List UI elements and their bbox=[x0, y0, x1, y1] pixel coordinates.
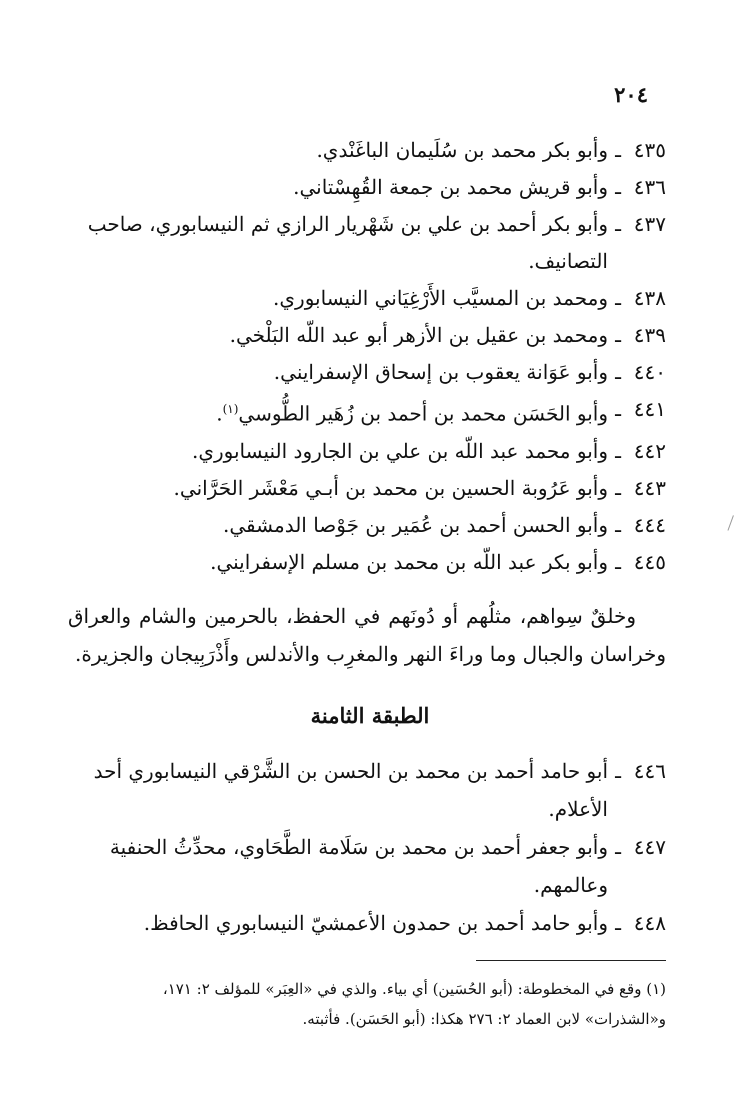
entry-text bbox=[68, 206, 608, 280]
entry-number: ٤٣٨ bbox=[633, 286, 666, 310]
entry-text: وأبو الحسن أحمد بن عُمَير بن جَوْصا الدمشقي. bbox=[223, 512, 608, 537]
entry-text-body: وأبو الحَسَن محمد بن أحمد بن زُهَير الطُّوسي bbox=[238, 401, 608, 426]
entry-447 bbox=[68, 828, 666, 904]
entry-line-1: أبو حامد أحمد بن محمد بن الحسن بن الشَّرْقي النيسابوري أحد bbox=[93, 759, 608, 783]
entry-dash: ـ bbox=[615, 759, 621, 783]
entry-number: ٤٤٨ bbox=[633, 911, 666, 935]
entry-text: ومحمد بن عقيل بن الأزهر أبو عبد اللّه البَلْخي. bbox=[229, 323, 608, 347]
entry-text: ومحمد بن المسيَّب الأَرْغِيَاني النيسابوري. bbox=[273, 286, 608, 310]
entry-444 bbox=[68, 507, 666, 544]
entry-text bbox=[68, 828, 608, 904]
entry-dash: ـ bbox=[615, 360, 621, 384]
entry-number: ٤٣٥ bbox=[633, 138, 666, 162]
entry-number: ٤٤٣ bbox=[633, 475, 666, 500]
entry-dash: ـ bbox=[615, 835, 621, 859]
entry-443 bbox=[68, 470, 666, 507]
entry-number: ٤٣٧ bbox=[633, 212, 666, 236]
summary-paragraph: وخلقٌ سِواهم، مثلُهم أو دُونَهم في الحفظ، بالحرمين والشام والعراق وخراسان والجبال وما وراءَ النهر والمغرِب والأندلس وأَذْرَبِيجان والجزيرة. bbox=[68, 604, 666, 666]
entry-dash: ـ bbox=[615, 323, 621, 347]
entry-dash: ـ bbox=[615, 911, 621, 935]
footnote-line-1: (١) وقع في المخطوطة: (أبو الحُسَين) أي بياء. والذي في «العِبَر» للمؤلف ٢: ١٧١، bbox=[162, 980, 666, 998]
entry-text bbox=[68, 391, 608, 433]
footnote-divider bbox=[476, 960, 666, 961]
entry-dash: ـ bbox=[615, 212, 621, 236]
entry-number: ٤٤٥ bbox=[633, 549, 666, 574]
entries-list-top bbox=[68, 132, 666, 581]
entry-text: وأبو حامد أحمد بن حمدون الأعمشيّ النيسابوري الحافظ. bbox=[143, 911, 608, 935]
entry-442 bbox=[68, 433, 666, 470]
entry-435 bbox=[68, 132, 666, 169]
footnote-marker[interactable]: (١) bbox=[222, 402, 239, 416]
entry-number: ٤٤٧ bbox=[633, 835, 666, 859]
margin-mark bbox=[727, 515, 739, 532]
entry-line-2: الأعلام. bbox=[548, 797, 608, 821]
entry-text: وأبو عَرُوبة الحسين بن محمد بن أبـي مَعْشَر الحَرَّاني. bbox=[173, 475, 608, 500]
section-title: الطبقة الثامنة bbox=[310, 703, 430, 728]
entry-text bbox=[68, 752, 608, 828]
entry-number: ٤٤٤ bbox=[633, 512, 666, 537]
entry-text: وأبو بكر محمد بن سُلَيمان الباغَنْدي. bbox=[316, 138, 608, 162]
entry-437 bbox=[68, 206, 666, 280]
entry-line-2: التصانيف. bbox=[528, 249, 608, 273]
entry-445 bbox=[68, 544, 666, 581]
entry-number: ٤٤٢ bbox=[633, 438, 666, 463]
entry-440 bbox=[68, 354, 666, 391]
entry-text: وأبو قريش محمد بن جمعة القُهِسْتاني. bbox=[293, 175, 608, 199]
entry-text: وأبو محمد عبد اللّه بن علي بن الجارود النيسابوري. bbox=[191, 438, 608, 463]
entry-dash: ـ bbox=[615, 286, 621, 310]
entry-dash: ـ bbox=[615, 175, 621, 199]
footnote-line-2: و«الشذرات» لابن العماد ٢: ٢٧٦ هكذا: (أبو الحَسَن). فأثبته. bbox=[302, 1010, 666, 1028]
entry-line-2: وعالمهم. bbox=[533, 873, 608, 897]
entry-448 bbox=[68, 904, 666, 942]
entry-text: وأبو عَوَانة يعقوب بن إسحاق الإسفرايني. bbox=[273, 360, 608, 384]
entry-439 bbox=[68, 317, 666, 354]
entry-line-1: وأبو جعفر أحمد بن محمد بن سَلَامة الطَّحَاوي، محدِّثُ الحنفية bbox=[109, 835, 608, 859]
entry-446 bbox=[68, 752, 666, 828]
entry-text: وأبو بكر عبد اللّه بن محمد بن مسلم الإسفرايني. bbox=[210, 549, 608, 574]
entry-line-1: وأبو بكر أحمد بن علي بن شَهْريار الرازي ثم النيسابوري، صاحب bbox=[87, 212, 608, 236]
entry-number: ٤٤٠ bbox=[633, 360, 666, 384]
entry-dash: ـ bbox=[615, 475, 621, 500]
entry-dash: ـ bbox=[615, 512, 621, 537]
entry-text-end: . bbox=[216, 401, 223, 426]
entry-number: ٤٣٩ bbox=[633, 323, 666, 347]
entry-number: ٤٤١ bbox=[633, 397, 666, 421]
entry-dash: ـ bbox=[615, 549, 621, 574]
entry-438 bbox=[68, 280, 666, 317]
entry-number: ٤٤٦ bbox=[633, 759, 666, 783]
entry-dash: ـ bbox=[615, 138, 621, 162]
entry-number: ٤٣٦ bbox=[633, 175, 666, 199]
entry-dash: ـ bbox=[615, 438, 621, 463]
footnote bbox=[68, 974, 666, 1034]
entry-441 bbox=[68, 391, 666, 433]
entry-dash: ـ bbox=[615, 397, 621, 421]
entry-436 bbox=[68, 169, 666, 206]
entries-list-bottom bbox=[68, 752, 666, 942]
page-number: ٢٠٤ bbox=[614, 82, 648, 107]
